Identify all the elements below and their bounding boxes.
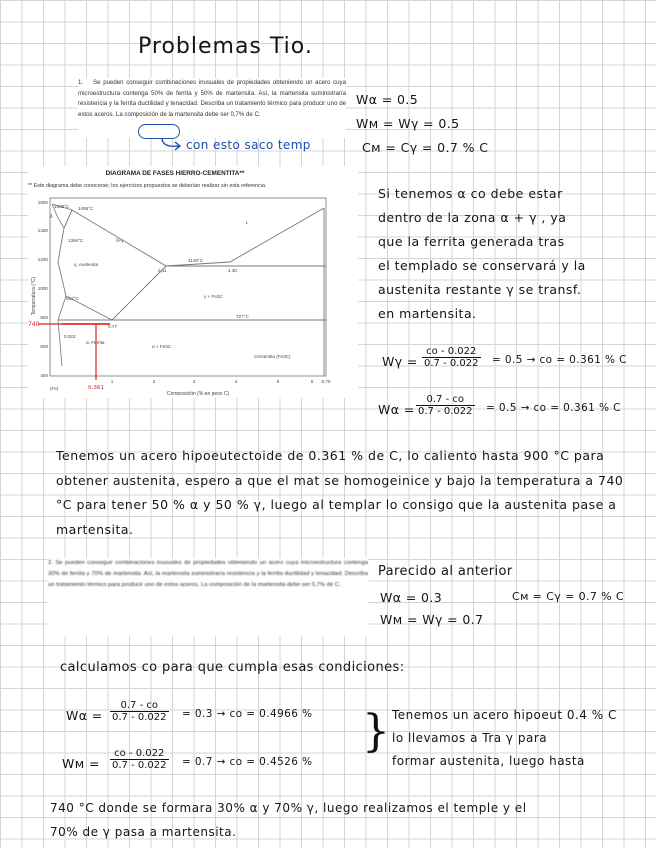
page-title: Problemas Tio. bbox=[138, 34, 313, 59]
eq4-fraction bbox=[110, 748, 169, 771]
eq3-rhs: = 0.3 → co = 0.4966 % bbox=[182, 708, 313, 720]
conclusion-2-line: 70% de γ pasa a martensita. bbox=[50, 825, 237, 839]
label-L: L bbox=[246, 220, 249, 225]
y-tick-label: 400 bbox=[40, 373, 48, 378]
side-note bbox=[392, 704, 652, 773]
label-912: 912°C bbox=[66, 296, 79, 301]
eq1-rhs: = 0.5 → co = 0.361 % C bbox=[492, 354, 627, 366]
y-tick-label: 1600 bbox=[37, 200, 48, 205]
problem-1-text: 1. Se pueden conseguir combinaciones inusuales de propiedades obteniendo un acero cuya microestructura contenga 50% de ferrita y 50% de martensita. Así, la martensita suministraría resistencia y la ferrita ductilidad y tenacidad. Describa un tratamiento térmico para producir uno de estos aceros. La composición de la martensita debe ser 0,7% de C. bbox=[78, 78, 346, 138]
given2-line-2: Cм = Cγ = 0.7 % C bbox=[512, 590, 625, 603]
diagram-note: ** Este diagrama debe conocerse; los ejercicios propuestos se deberían realizar sin esta referencia. bbox=[28, 183, 267, 189]
reasoning-line: el templado se conservará y la bbox=[378, 258, 586, 273]
reasoning-line: que la ferrita generada tras bbox=[378, 234, 565, 249]
annotation-arrow bbox=[158, 136, 184, 154]
given2-head: Parecido al anterior bbox=[378, 564, 513, 579]
reasoning-line: en martensita. bbox=[378, 306, 477, 321]
liquidus-line bbox=[52, 204, 324, 266]
label-0022: 0,022 bbox=[64, 334, 76, 339]
phase-diagram-svg bbox=[28, 166, 358, 398]
alpha-solvus bbox=[58, 296, 66, 366]
eq2-rhs: = 0.5 → co = 0.361 % C bbox=[486, 402, 621, 414]
y-tick-label: 800 bbox=[40, 315, 48, 320]
given-line-3: Cм = Cγ = 0.7 % C bbox=[362, 140, 489, 155]
eq3-fraction bbox=[110, 700, 169, 723]
x-axis-label: Composición (% en peso C) bbox=[166, 391, 230, 397]
y-tick-label: 600 bbox=[40, 344, 48, 349]
label-dg: δ+γ bbox=[116, 238, 124, 243]
label-gfe3c: γ + Fe3C bbox=[204, 294, 223, 299]
bracket: } bbox=[362, 706, 390, 757]
conclusion-1: Tenemos un acero hipoeutectoide de 0.361 % de C, lo caliento hasta 900 °C para obtener austenita, espero a que el mat se homogeinice y bajo la temperatura a 740 °C para tener 50 % α y 50 % γ, luego al templar lo consigo que la austenita pase a martensita. bbox=[56, 448, 624, 537]
label-430: 4,30 bbox=[228, 268, 237, 273]
x-ticks bbox=[111, 379, 331, 384]
highlight-composition: 0,7% de C. bbox=[230, 110, 261, 118]
label-077: 0,77 bbox=[108, 324, 117, 329]
given2-line-1: Wα = 0.3 bbox=[380, 590, 443, 605]
eq4-denominator: 0.7 - 0.022 bbox=[112, 760, 167, 771]
label-1394: 1394°C bbox=[68, 238, 84, 243]
label-727: 727°C bbox=[236, 314, 249, 319]
label-delta: δ bbox=[50, 214, 53, 219]
problem-2-text: 2. Se pueden conseguir combinaciones inusuales de propiedades obteniendo un acero cuya microestructura contenga 30% de ferrita y 70% de martensita. Así, la martensita suministraría resistencia y la ferrita ductilidad y tenacidad. Describa un tratamiento térmico para producir uno de estos aceros. La composición de la martensita debe ser 0,7% de C. bbox=[48, 558, 368, 636]
eq3-denominator: 0.7 - 0.022 bbox=[112, 712, 167, 723]
eq2-denominator: 0.7 - 0.022 bbox=[418, 406, 473, 417]
x-tick-label: 5 bbox=[276, 379, 280, 384]
eq2-lhs: Wα = bbox=[378, 402, 415, 417]
eq1-lhs: Wγ = bbox=[382, 354, 418, 369]
reasoning-line: Si tenemos α co debe estar bbox=[378, 186, 563, 201]
eq2-fraction bbox=[416, 394, 475, 417]
conclusion-2-line: 740 °C donde se formara 30% α y 70% γ, luego realizamos el temple y el bbox=[50, 801, 527, 815]
label-1495: 1495°C bbox=[78, 206, 94, 211]
label-ferrita: α, Ferrita bbox=[86, 340, 105, 345]
y-ticks bbox=[38, 200, 49, 378]
temp-mark-label: 740 bbox=[28, 321, 40, 328]
x-tick-label: 6 bbox=[310, 379, 314, 384]
side-note-line: Tenemos un acero hipoeut 0.4 % C bbox=[392, 708, 617, 722]
y-axis-label: Temperatura (°C) bbox=[31, 276, 37, 316]
label-afe3c: α + Fe3C bbox=[152, 344, 172, 349]
x-tick-label: 6,70 bbox=[321, 379, 331, 384]
eq3-numerator: 0.7 - co bbox=[110, 700, 169, 712]
given-line-2: Wм = Wγ = 0.5 bbox=[356, 116, 460, 131]
eq3-lhs: Wα = bbox=[66, 708, 103, 723]
reasoning-line: dentro de la zona α + γ , ya bbox=[378, 210, 567, 225]
label-austenita: γ, Austenita bbox=[74, 262, 99, 267]
label-1148: 1148°C bbox=[188, 258, 204, 263]
x-tick-label: 4 bbox=[234, 379, 238, 384]
y-tick-label: 1000 bbox=[37, 286, 48, 291]
y-tick-label: 1400 bbox=[37, 228, 48, 233]
label-fe: (Fe) bbox=[50, 386, 59, 391]
y-tick-label: 1200 bbox=[37, 257, 48, 262]
eq4-rhs: = 0.7 → co = 0.4526 % bbox=[182, 756, 313, 768]
plot-frame bbox=[50, 198, 326, 376]
eq1-fraction bbox=[422, 346, 481, 369]
x-tick-label: 1 bbox=[110, 379, 114, 384]
given2-line-3: Wм = Wγ = 0.7 bbox=[380, 612, 484, 627]
reasoning-line: austenita restante γ se transf. bbox=[378, 282, 582, 297]
calc-line: calculamos co para que cumpla esas condiciones: bbox=[60, 660, 405, 675]
eq4-numerator: co - 0.022 bbox=[110, 748, 169, 760]
given-line-1: Wα = 0.5 bbox=[356, 92, 419, 107]
side-note-line: formar austenita, luego hasta bbox=[392, 754, 585, 768]
x-tick-label: 3 bbox=[192, 379, 196, 384]
reasoning-block bbox=[378, 182, 648, 326]
comp-mark-label: 0.361 bbox=[88, 385, 105, 391]
label-1538: 1538°C bbox=[54, 204, 70, 209]
eq4-lhs: Wм = bbox=[62, 756, 100, 771]
side-note-line: lo llevamos a Tra γ para bbox=[392, 731, 548, 745]
x-tick-label: 2 bbox=[152, 379, 156, 384]
eq1-denominator: 0.7 - 0.022 bbox=[424, 358, 479, 369]
phase-diagram bbox=[28, 166, 358, 398]
annotation-text: con esto saco temp bbox=[186, 138, 311, 152]
diagram-title: DIAGRAMA DE FASES HIERRO-CEMENTITA** bbox=[105, 170, 245, 177]
conclusion-2 bbox=[50, 796, 650, 844]
label-cementita: Cementita (Fe3C) bbox=[254, 354, 291, 359]
eq1-numerator: co - 0.022 bbox=[422, 346, 481, 358]
eq2-numerator: 0.7 - co bbox=[416, 394, 475, 406]
label-211: 2,11 bbox=[158, 268, 167, 273]
